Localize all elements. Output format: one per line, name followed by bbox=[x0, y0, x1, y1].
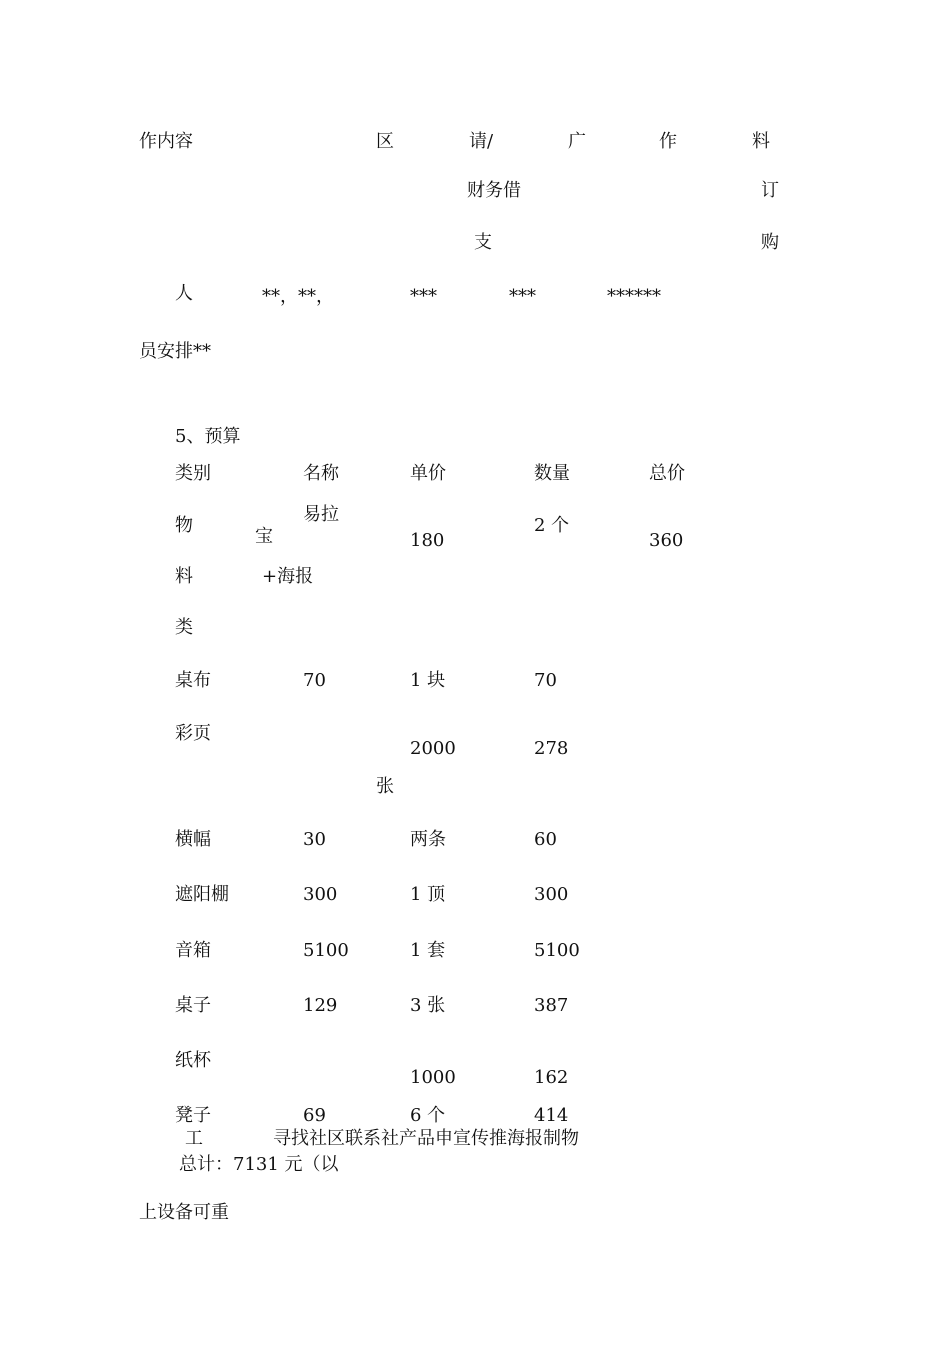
row-total: 300 bbox=[534, 884, 569, 905]
row-total: 162 bbox=[534, 1067, 569, 1088]
row-qty: 6 个 bbox=[410, 1105, 446, 1126]
material-lei: 类 bbox=[175, 617, 193, 638]
stars-1: **，**， bbox=[262, 286, 334, 307]
row-total: 278 bbox=[534, 738, 569, 759]
row-name: 遮阳棚 bbox=[175, 884, 229, 905]
col-ding: 订 bbox=[761, 180, 779, 201]
material-bao: 宝 bbox=[255, 526, 273, 547]
material-price: 180 bbox=[410, 530, 445, 551]
overlap-text: 寻找社区联系社产品申宣传推海报制物 bbox=[273, 1128, 579, 1149]
row-total: 414 bbox=[534, 1105, 569, 1126]
row-price: 70 bbox=[303, 670, 326, 691]
material-poster: +海报 bbox=[262, 566, 314, 587]
col-qu: 区 bbox=[376, 131, 394, 152]
row-qty: 1 块 bbox=[410, 670, 446, 691]
row-qty: 2000 bbox=[410, 738, 456, 759]
material-qty: 2 个 bbox=[534, 515, 570, 536]
row-name: 桌布 bbox=[175, 670, 211, 691]
row-total: 60 bbox=[534, 829, 557, 850]
row-total: 5100 bbox=[534, 940, 580, 961]
stars-3: *** bbox=[509, 286, 536, 307]
row-qty: 1 顶 bbox=[410, 884, 446, 905]
last-line: 上设备可重 bbox=[139, 1202, 229, 1223]
row-name: 音箱 bbox=[175, 940, 211, 961]
row-price: 5100 bbox=[303, 940, 349, 961]
row-qty: 两条 bbox=[410, 829, 446, 850]
row-price: 300 bbox=[303, 884, 338, 905]
col-qing: 请/ bbox=[469, 131, 494, 152]
row-name: 横幅 bbox=[175, 829, 211, 850]
row-ren: 人 bbox=[175, 283, 193, 304]
row-price: 129 bbox=[303, 995, 338, 1016]
header-total: 总价 bbox=[649, 463, 685, 484]
work-content-label: 作内容 bbox=[139, 131, 193, 152]
col-gou: 购 bbox=[761, 232, 779, 253]
overlap-gong: 工 bbox=[185, 1128, 203, 1149]
col-liao: 料 bbox=[752, 131, 770, 152]
col-guang: 广 bbox=[568, 131, 586, 152]
stars-4: ****** bbox=[607, 286, 661, 307]
header-qty: 数量 bbox=[534, 463, 570, 484]
row-name: 桌子 bbox=[175, 995, 211, 1016]
staff-arrangement: 员安排** bbox=[139, 341, 211, 362]
total-line: 总计：7131 元（以 bbox=[179, 1154, 339, 1175]
row-qty: 3 张 bbox=[410, 995, 446, 1016]
row-qty: 1000 bbox=[410, 1067, 456, 1088]
material-liao: 料 bbox=[175, 566, 193, 587]
row-price: 69 bbox=[303, 1105, 326, 1126]
material-yila: 易拉 bbox=[303, 504, 339, 525]
finance-borrow: 财务借 bbox=[467, 180, 521, 201]
row-name: 彩页 bbox=[175, 723, 211, 744]
header-name: 名称 bbox=[303, 463, 339, 484]
header-unit-price: 单价 bbox=[410, 463, 446, 484]
row-unit: 张 bbox=[376, 776, 394, 797]
header-category: 类别 bbox=[175, 463, 211, 484]
row-name: 纸杯 bbox=[175, 1050, 211, 1071]
col-zhi: 支 bbox=[474, 232, 492, 253]
material-wu: 物 bbox=[175, 515, 193, 536]
row-total: 387 bbox=[534, 995, 569, 1016]
col-zuo: 作 bbox=[659, 131, 677, 152]
row-price: 30 bbox=[303, 829, 326, 850]
row-qty: 1 套 bbox=[410, 940, 446, 961]
budget-heading: 5、预算 bbox=[175, 426, 241, 447]
row-total: 70 bbox=[534, 670, 557, 691]
stars-2: *** bbox=[410, 286, 437, 307]
material-total: 360 bbox=[649, 530, 684, 551]
row-name: 凳子 bbox=[175, 1105, 211, 1126]
